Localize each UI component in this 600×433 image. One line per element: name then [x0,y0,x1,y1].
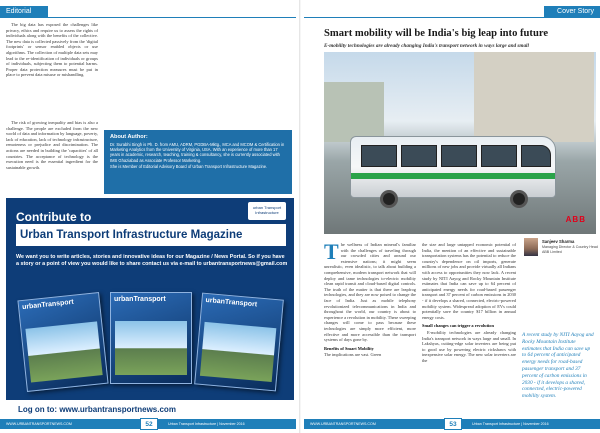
abb-logo: ABB [565,215,586,224]
article-column-2 [422,242,516,366]
bus-window [401,145,437,167]
ad-headline-magazine: Urban Transport Infrastructure Magazine [16,224,286,246]
pull-quote: A recent study by NITI Aayog and Rocky Mountain Institute estimates that India can save up to 64 percent of anticipated energy needs for road-based passenger transport and 37 percent of carbon emissions in 2030 - if it develops a shared, connected, electric-powered mobility system. [522,332,594,400]
electric-bus-photo [324,52,596,234]
article-paragraph: The wellness of Indian mineral's familiar with the challenges of traveling through our crowded cities and around our extensive nations; it might seem unrealistic, even idealistic, to talk about building a comprehensive, modern transport network that will deploy and tame technologies to-electric mobility clean rapid transit and cloud-based digital controls. The truth of the matter is that there are leapfrog technologies, and they are now poised to change the face of India. Just as mobile telephony revolutionized telecommunications in India and throughout the world, our country is about to experience a revolution in mobility. These sweeping changes will come to pass because these technologies are simply more efficient, more effective and more accessible than the transport systems of days gone by. [324,239,416,343]
section-rule [304,17,544,18]
author-portrait [524,238,538,256]
author-name: Sanjeev Sharma [542,239,575,244]
page-number: 53 [444,418,462,430]
bus-window [441,145,477,167]
article-title: Smart mobility will be India's big leap into future [324,28,549,39]
bus-window [361,145,397,167]
section-rule [48,17,296,18]
magazine-cover-title: urbanTransport [205,296,258,309]
article-paragraph: the size and large untapped economic potential of India, the mention of an effective and sustainable transportation systems has the potential to reduce the country's dependence on oil imports, generate millions of new jobs and provide virtually all Indians with access to opportunities they now lack. A recent study by NITI Aayog and Rocky Mountain Institute estimates that India can save up to 64 percent of anticipated energy needs for road-based passenger transport and 37 percent of carbon emissions in 2030 - if it develops a shared, connected, electric-powered mobility system. Widespread adoption of EVs could potentially save the country $17 billion in annual energy costs. [422,242,516,320]
right-page [300,0,600,433]
footer-url[interactable]: WWW.URBANTRANSPORTNEWS.COM [310,422,376,426]
article-paragraph: The implications are vast. Green [324,352,382,358]
drop-cap: T [324,239,339,264]
article-column-1 [324,239,416,361]
footer-url[interactable]: WWW.URBANTRANSPORTNEWS.COM [6,422,72,426]
article-subhead: Small changes can trigger a revolution [422,323,494,329]
right-footer [304,419,600,429]
author-role: Managing Director & Country Head ABB Limited [542,245,598,254]
bus-window [481,145,517,167]
section-tab-cover-story: Cover Story [544,6,600,18]
ad-headline: Contribute to [16,210,92,224]
ad-body-text: We want you to write articles, stories and innovative ideas for our Magazine / News Portal. So if you have a story or a point of view you would like to share contact us via e-mail to urbantransportnews@gmail.com [16,254,288,268]
magazine-logo: urban Transport Infrastructure [248,202,286,220]
magazine-cover-image [200,322,276,382]
article-deck: E-mobility technologies are already changing India's transport network in ways large and small [324,43,529,49]
magazine-cover-title: urbanTransport [21,298,74,312]
magazine-cover [17,292,108,392]
magazine-cover [194,293,284,392]
page-number: 52 [140,418,158,430]
bus-windshield [521,145,551,167]
editorial-paragraph: The big data has exposed the challenges like privacy, ethics and require us to assess the rights of individuals along with the benefits of the collective. The new data is collected passively from the 'digital footprints' or sensor enabled objects or use algorithms. The collection of multiple data sets may lead to the re-identification of individuals or groups of individuals, subjecting them to potential harms. Proper data protection measures must be put in place to prevent data misuse or mishandling. [6,22,98,78]
about-author-member: She is Member of Editorial Advisory Board of Urban Transport Infrastructure Magazine. [110,163,268,169]
ad-logon-link[interactable]: Log on to: www.urbantransportnews.com [6,400,294,420]
article-paragraph: E-mobility technologies are already changing India's transport network in ways large and small. In Lakshyas, cutting-edge solar inverters are being put to good use by powering electric rickshaws with inexpensive solar energy. The new solar inverters are the [422,329,516,363]
magazine-cover-image [115,321,187,375]
editorial-column-2 [6,120,98,173]
footer-issue: Urban Transport Infrastructure | November 2016 [168,422,245,426]
bus-stripe [351,173,555,179]
contribute-ad[interactable] [6,198,294,420]
about-author-title: About Author: [110,134,148,140]
magazine-cover-image [25,321,102,382]
footer-issue: Urban Transport Infrastructure | November 2016 [472,422,549,426]
magazine-cover-title: urbanTransport [114,296,166,303]
section-tab-editorial: Editorial [0,6,48,18]
about-author-box [104,130,292,194]
photo-building [474,52,594,142]
bus-wheel [380,190,398,208]
photo-trees [324,82,384,142]
left-footer [0,419,296,429]
bus-body [350,136,556,198]
article-subhead: Benefits of Smart Mobility [324,345,374,351]
magazine-cover [110,292,192,384]
editorial-paragraph: The risk of growing inequality and bias is also a challenge. The people are excluded from the new world of data and information by language, poverty, lack of education, lack of technology infrastructure, remoteness or prejudice and discrimination. The actions are needed in building the 'capacities' of all countries. The acceptance of technology is the execution need is the essential ingredient for the sustainable growth. [6,120,98,170]
bus-wheel [510,190,528,208]
about-author-body: Dr. Surabhi Singh is Ph. D. from AMU, ADRM, PGDBA-Mktg., MCA and MCOM & Certification in Marketing Analytics from the University of Virginia, USA. With an experience of more than 17 years in academic, research, teaching, training & consultancy, she is currently associated with IMS Ghaziabad as Associate Professor Marketing. [110,142,285,163]
editorial-column [6,22,98,81]
